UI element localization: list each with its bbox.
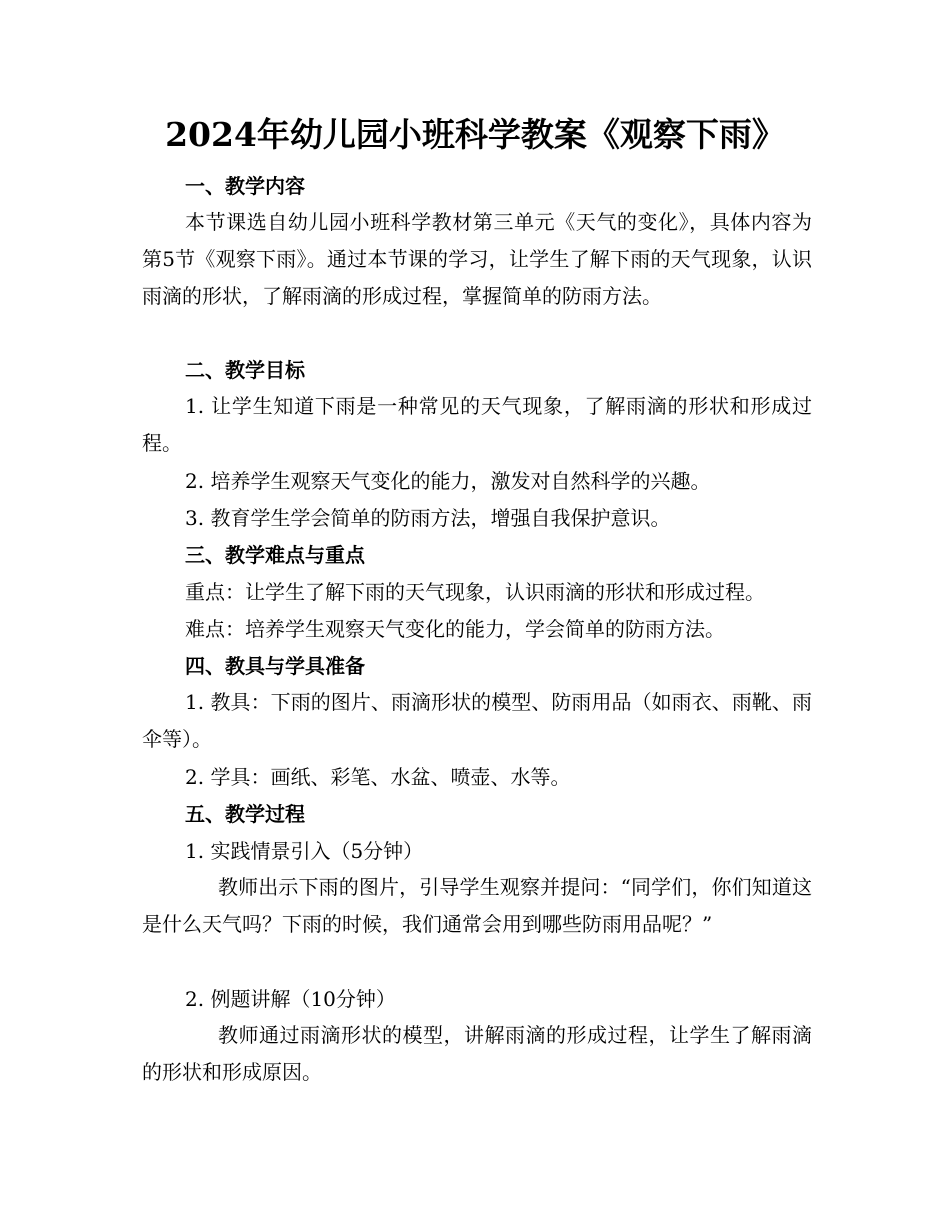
difficult-point-text: 难点：培养学生观察天气变化的能力，学会简单的防雨方法。 (185, 617, 725, 641)
key-point-text: 重点：让学生了解下雨的天气现象，认识雨滴的形状和形成过程。 (185, 580, 765, 604)
content-paragraph: 本节课选自幼儿园小班科学教材第三单元《天气的变化》，具体内容为第5节《观察下雨》。通过本节课的学习，让学生了解下雨的天气现象，认识雨滴的形状，了解雨滴的形成过程，掌握简单的防雨方法。 (142, 210, 812, 308)
process-step-2-body: 教师通过雨滴形状的模型，讲解雨滴的形成过程，让学生了解雨滴的形状和形成原因。 (142, 1023, 812, 1084)
material-item-1: 1. 教具：下雨的图片、雨滴形状的模型、防雨用品（如雨衣、雨靴、雨伞等）。 (142, 690, 812, 751)
document-title: 2024年幼儿园小班科学教案《观察下雨》 (165, 115, 785, 154)
objective-item-2: 2. 培养学生观察天气变化的能力，激发对自然科学的兴趣。 (185, 469, 711, 493)
objective-item-3: 3. 教育学生学会简单的防雨方法，增强自我保护意识。 (185, 506, 671, 530)
process-step-1-body: 教师出示下雨的图片，引导学生观察并提问：“同学们，你们知道这是什么天气吗？下雨的时候，我们通常会用到哪些防雨用品呢？” (142, 875, 812, 936)
process-step-2-title: 2. 例题讲解（10分钟） (185, 987, 396, 1011)
section-heading-content: 一、教学内容 (185, 174, 305, 198)
process-step-1-title: 1. 实践情景引入（5分钟） (185, 839, 424, 863)
section-heading-process: 五、教学过程 (185, 802, 305, 826)
material-item-2: 2. 学具：画纸、彩笔、水盆、喷壶、水等。 (185, 765, 571, 789)
section-heading-key-points: 三、教学难点与重点 (185, 543, 365, 567)
objective-item-1: 1. 让学生知道下雨是一种常见的天气现象，了解雨滴的形状和形成过程。 (142, 394, 812, 455)
section-heading-materials: 四、教具与学具准备 (185, 654, 365, 678)
section-heading-objectives: 二、教学目标 (185, 358, 305, 382)
